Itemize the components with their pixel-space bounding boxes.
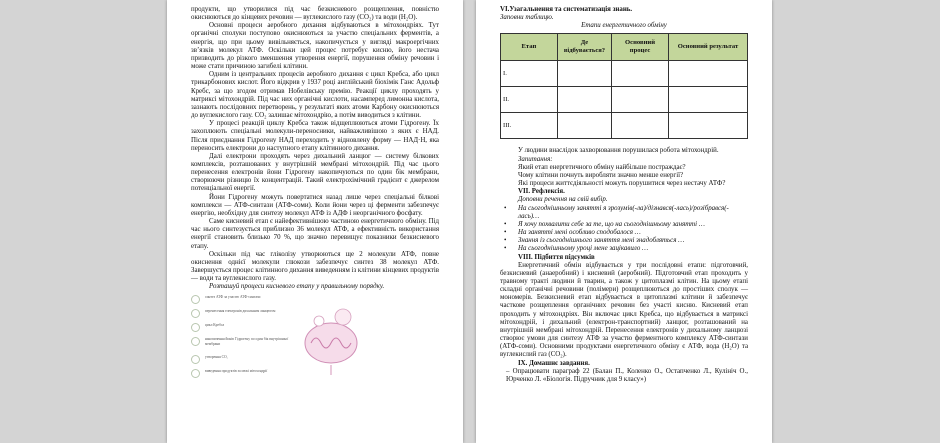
option-item[interactable] [191, 355, 291, 364]
section-9-heading: IX. Домашнє завдання. [518, 359, 590, 367]
fill-table-instruction: Заповни таблицю. [500, 14, 554, 22]
table-cell[interactable] [557, 61, 611, 87]
option-label: виведення продуктів за межі мітохондрії [205, 369, 268, 374]
section-7-heading: VII. Рефлексія. [518, 188, 565, 196]
option-item[interactable] [191, 323, 291, 332]
option-label: перенесення електронів дихальним ланцюгом [205, 309, 276, 314]
option-item[interactable] [191, 337, 291, 346]
radio-circle[interactable] [191, 337, 200, 346]
option-label: накопичення йонів Гідрогену по один бік внутрішньої мембрани [205, 337, 289, 346]
mitochondrion-illustration [301, 303, 361, 377]
left-page-content [191, 6, 439, 385]
paragraph: Основні процеси аеробного дихання відбуваються в мітохондріях. Тут органічні сполуки поступово окиснюються за участю спеціальних ферментів, а енергія, що при цьому вивільняється, накопичується у вигляді макроергічних зв’язків молекул АТФ. Оскільки цей процес потребує кисню, його нестача призводить до різкого зменшення утворення енергії, порушення обміну речовин і може стати причиною загибелі клітини. [191, 22, 439, 71]
right-page-content [500, 6, 748, 384]
table-header: Основний результат [668, 34, 747, 61]
table-header: Етап [501, 34, 558, 61]
table-header: Основний процес [612, 34, 669, 61]
left-page [167, 0, 463, 443]
radio-circle[interactable] [191, 309, 200, 318]
option-label: утворення CO₂ [205, 355, 228, 360]
table-cell[interactable] [612, 113, 669, 139]
reflection-instruction: Доповни речення на свій вибір. [518, 196, 608, 204]
list-item: • На сьогоднішньому занятті я зрозумів(-ла)/дізнався(-лась)/розібрався(-лась)… [500, 205, 748, 221]
table-title: Етапи енергетичного обміну [581, 22, 667, 30]
summary-paragraph: Енергетичний обмін відбувається у три послідовні етапи: підготовчий, безкисневий (анаеробний) і кисневий (аеробний). Підготовчий етап проходить у травному тракті людини й тварин, а також у цитоплазмі клітин. На цьому етапі складні органічні речовини (полімери) розщеплюються до простіших сполук — мономерів. Безкисневий етап відбувається в цитоплазмі клітини й забезпечує часткове розщеплення органічних речовин без участі кисню. Кисневий етап проходить у мітохондріях. Він включає цикл Кребса, що відбувається в матриксі мітохондрій, і дихальний (електрон-транспортний) ланцюг, розташований на внутрішній мембрані мітохондрій. Перенесення електронів у дихальному ланцюзі створює умови для синтезу АТФ за участю ферментного комплексу АТФ-синтази (АТФ-соми). Основними продуктами енергетичного обміну є АТФ, вода (H₂O) та вуглекислий газ (CO₂). [500, 261, 748, 359]
table-cell[interactable] [668, 87, 747, 113]
list-item: • На занятті мені особливо сподобалося … [500, 229, 748, 237]
table-cell[interactable] [557, 87, 611, 113]
ordering-diagram [191, 293, 439, 385]
paragraph: Одним із центральних процесів аеробного дихання є цикл Кребса, або цикл трикарбонових кислот. Його відкрив у 1937 році англійський біохімік Ганс Адольф Кребс, за що згодом отримав Нобелівську премію. Реакції циклу проходять у матриксі мітохондрій. Під час них органічні кислоти, насамперед лимонна кислота, зазнають послідовних перетворень, у результаті яких атоми Карбону окиснюються до вуглекислого газу. CO₂ залишає мітохондрію, а потім виводиться з клітини. [191, 71, 439, 120]
option-item[interactable] [191, 295, 291, 304]
paragraph: Йони Гідрогену можуть повертатися назад лише через спеціальні білкові комплекси — АТФ-синтази (АТФ-соми). Коли йони через ці ферменти забезпечує енергію, необхідну для синтезу молекул АТФ із АДФ і неорганічного фосфату. [191, 193, 439, 217]
question: Які процеси життєдіяльності можуть порушитися через нестачу АТФ? [518, 180, 726, 188]
table-cell[interactable] [612, 87, 669, 113]
paragraph: У процесі реакцій циклу Кребса також відщеплюються атоми Гідрогену. Їх захоплюють спеціальні молекули-переносники, найважливішою з яких є НАД. Після приєднання Гідрогену НАД переходить у відновлену форму — НАД·Н, яка переносить електрони до наступного етапу клітинного дихання. [191, 120, 439, 152]
paragraph: продукти, що утворилися під час безкисневого розщеплення, повністю окиснюються до кінцевих речовин — вуглекислого газу (CO₂) та води (H₂O). [191, 6, 439, 22]
radio-circle[interactable] [191, 323, 200, 332]
list-item: • На сьогоднішньому уроці мене зацікавило … [500, 245, 748, 253]
task-caption: Розташуй процеси кисневого етапу у правильному порядку. [209, 283, 385, 291]
option-label: цикл Кребса [205, 323, 225, 328]
list-item: • Я хочу похвалити себе за те, що на сьогоднішньому занятті … [500, 221, 748, 229]
problem-statement: У людини внаслідок захворювання порушилася робота мітохондрій. [518, 147, 719, 155]
reflection-list [500, 205, 748, 254]
questions-label: Запитання: [518, 155, 553, 163]
homework: – Опрацювати параграф 22 (Балан П., Коленко О., Остапченко Л., Кулініч О., Юрченко Л. «Біологія. Підручник для 9 класу») [506, 367, 748, 383]
right-page [476, 0, 772, 443]
table-row [501, 113, 748, 139]
option-label: синтез АТФ за участю АТФ-синтази [205, 295, 261, 300]
table-cell[interactable] [668, 61, 747, 87]
question: Чому клітини почнуть виробляти значно менше енергії? [518, 171, 684, 179]
table-row [501, 61, 748, 87]
row-label: III. [501, 113, 558, 139]
table-row [501, 87, 748, 113]
list-item: • Знання із сьогоднішнього заняття мені знадобляться … [500, 237, 748, 245]
table-cell[interactable] [668, 113, 747, 139]
radio-circle[interactable] [191, 295, 200, 304]
radio-circle[interactable] [191, 369, 200, 378]
paragraph: Оскільки під час гліколізу утворюються ще 2 молекули АТФ, повне окиснення однієї молекули глюкози забезпечує синтез 38 молекул АТФ. Завершується процес клітинного дихання виведенням із клітини кінцевих продуктів — води та вуглекислого газу. [191, 250, 439, 283]
table-header: Де відбувається? [557, 34, 611, 61]
section-8-heading: VIII. Підбиття підсумків [518, 253, 595, 261]
section-6-heading: VI.Узагальнення та систематизація знань. [500, 6, 633, 13]
option-item[interactable] [191, 309, 291, 318]
row-label: I. [501, 61, 558, 87]
table-cell[interactable] [557, 113, 611, 139]
table-cell[interactable] [612, 61, 669, 87]
paragraph: Далі електрони проходять через дихальний ланцюг — систему білкових комплексів, розташованих у внутрішній мембрані мітохондрій. Під час цього перенесення електронів йони Гідрогену накопичуються по один бік мембрани, створюючи різницю їх концентрацій. Такий електрохімічний градієнт є джерелом потенціальної енергії. [191, 152, 439, 193]
energy-stages-table [500, 33, 748, 139]
question: Який етап енергетичного обміну найбільше постраждає? [518, 163, 686, 171]
homework-text: Опрацювати параграф 22 (Балан П., Коленко О., Остапченко Л., Кулініч О., Юрченко Л. «Біологія. Підручник для 9 класу») [506, 367, 748, 383]
option-item[interactable] [191, 369, 291, 378]
radio-circle[interactable] [191, 355, 200, 364]
row-label: II. [501, 87, 558, 113]
paragraph: Саме кисневий етап є найефективнішою частиною енергетичного обміну. Під час нього синтезується приблизно 36 молекул АТФ, а ефективність використання енергії становить близько 70 %, що значно перевищує показники безкисневого етапу. [191, 218, 439, 250]
